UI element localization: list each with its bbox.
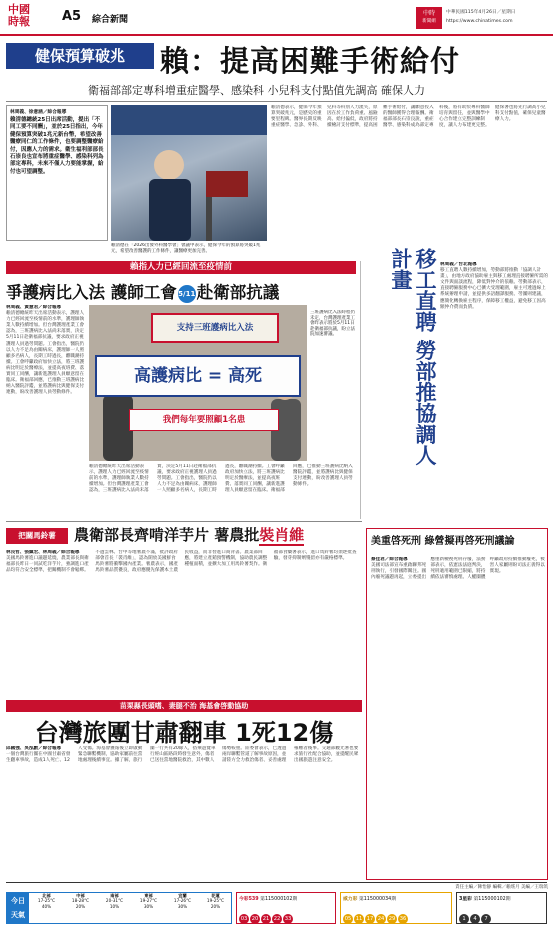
lead-subhead: 衛福部部定專科增重症醫學、感染科 小兒科支付點值先調高 確保人力	[88, 84, 425, 97]
city-name: 宜蘭	[178, 893, 187, 898]
lottery-title	[239, 895, 333, 902]
city-rain: 40%	[41, 903, 52, 909]
logo-line-1: 中國	[8, 3, 30, 16]
weather-label-2: 天氣	[11, 911, 25, 919]
page-number: A5	[62, 9, 82, 24]
lottery-ball: 21	[262, 916, 270, 922]
city-rain: 20%	[75, 903, 86, 909]
sidebar-deathpenalty-body	[371, 557, 545, 875]
lottery-ball: 05	[344, 916, 352, 922]
lottery-ball: 1	[459, 914, 469, 924]
story3-banner	[6, 528, 68, 544]
protest-sign-top	[151, 313, 279, 343]
newspaper-logo	[8, 4, 44, 32]
lottery-issue: 第115000102期	[260, 897, 298, 902]
city-temp: 19-25°C	[206, 898, 225, 904]
city-temp: 18-28°C	[71, 898, 90, 904]
story2-body-2-text: 賴清德總統昨天出席活動表示，護理人力已經回流至疫情前的水準，護理師執業人數持續增加。但台灣護理產業工會認為，三班護病比入法尚未落實，決定5月11日赴衛福部抗議，要求政府正視護理人員過勞問題。工會指出，醫院仍以人力不足為由關病床，護理師一人照顧多名病人，長期工時過長，離職潮持續。工會呼籲政府加快立法，將三班護病比明定於醫療法，並提高夜班費、落實同工同酬，讓新進護理人員願意留在臨床。衛福部回應，已推動三班護病比納入醫院評鑑，並將護病比與健保支付連動，盼改善護理人員勞動條件。	[89, 464, 353, 494]
protest-sign-top-text: 支持三班護病比入法	[176, 323, 254, 333]
issue-date: 中華民國115年4月26日／星期日	[446, 10, 516, 15]
lottery-ball: 11	[355, 916, 363, 922]
city-temp: 17-26°C	[173, 898, 192, 904]
weather-label	[7, 893, 29, 923]
photo-illustration	[111, 105, 267, 241]
city-temp: 17-25°C	[37, 898, 56, 904]
lottery-balls	[459, 905, 544, 924]
city-name: 中部	[76, 893, 85, 898]
lead-intro-box	[6, 105, 108, 241]
divider	[6, 101, 547, 102]
lead-byline: 林周義、徐意涵／綜合報導	[10, 110, 67, 115]
lottery-balls	[343, 905, 449, 924]
city-rain: 30%	[177, 903, 188, 909]
sidebar-migrant-body	[440, 262, 548, 517]
story4-byline: 邱國強、吳泓勳／綜合報導	[6, 746, 62, 751]
story3-body-text: 美國馬鈴薯進口議題延燒，農業部長與衛福部長昨日一同試吃洋芋片，強調進口產品均符合安全標準，把關機制不會鬆綁。不過雲林、台中等地薯農不滿，批評政府部會首長「裝肖維」，認為開放美國鮮食馬鈴薯將衝擊國內產業。薯農表示，國產馬鈴薯品質優良，政府應優先保護本土農民收益，而非替進口商背書。農業部回應，將建立產銷預警機制，協助農民調整種植面積，並擴大加工用馬鈴薯契作。衛福部食藥署表示，進口馬鈴薯均須逐批查驗，發芽抑制劑殘留亦有嚴格標準。	[6, 550, 357, 574]
lottery-box-1	[236, 892, 336, 924]
city-name: 花蓮	[211, 893, 220, 898]
weather-city	[30, 893, 63, 923]
lottery-name: 今彩539	[239, 897, 259, 902]
lottery-title	[459, 895, 544, 902]
lottery-issue: 第115000102期	[473, 897, 511, 902]
lottery-title	[343, 895, 449, 902]
story2-body-text: 賴清德總統昨天出席活動表示，護理人力已經回流至疫情前的水準，護理師執業人數持續增加。但台灣護理產業工會認為，三班護病比入法尚未落實，決定5月11日赴衛福部抗議，要求政府正視護理人員過勞問題。工會指出，醫院仍以人力不足為由關病床，護理師一人照顧多名病人，長期工時過長，離職潮持續。工會呼籲政府加快立法，將三班護病比明定於醫療法，並提高夜班費、落實同工同酬，讓新進護理人員願意留在臨床。衛福部回應，已推動三班護病比納入醫院評鑑，並將護病比與健保支付連動，盼改善護理人員勞動條件。	[6, 311, 85, 396]
weather-city	[166, 893, 199, 923]
lottery-name: 3星彩	[459, 897, 472, 902]
sidebar-deathpenalty-byline: 蔡佳君／綜合報導	[371, 557, 408, 562]
page-credits: 責任主編／陳怡靜 編輯／賴瑤月 美編／王瑞筑	[455, 885, 548, 890]
divider	[6, 521, 362, 522]
lottery-name: 威力彩	[343, 897, 358, 902]
city-rain: 20%	[210, 903, 221, 909]
city-name: 北部	[42, 893, 51, 898]
story2-headline	[6, 279, 358, 303]
lottery-ball: 36	[399, 916, 407, 922]
story2-byline: 林周義、黃慧君／綜合報導	[6, 305, 62, 310]
story4-banner-text: 苗栗縣長頭嗜、妻腿不治 海基會啓動協助	[119, 702, 249, 710]
story2-banner-text: 賴指人力已經回流至疫情前	[129, 262, 232, 272]
protest-sign-bottom-text: 我們每年要照顧1名患	[162, 415, 246, 425]
lottery-ball: 22	[273, 916, 281, 922]
city-name: 南部	[110, 893, 119, 898]
story4-headline: 台灣旅團甘肅翻車 1死12傷	[34, 719, 334, 747]
story3-headline-red: 裝肖維	[259, 526, 305, 544]
city-name: 東部	[144, 893, 153, 898]
story2-date-badge: 5/11	[178, 285, 196, 303]
brand-badge	[416, 7, 442, 29]
divider	[6, 882, 547, 883]
lead-headline: 賴：提高困難手術給付	[160, 44, 461, 78]
weather-city	[199, 893, 232, 923]
lottery-ball: 29	[388, 916, 396, 922]
lottery-ball: 33	[284, 916, 292, 922]
city-rain: 10%	[109, 903, 120, 909]
lottery-ball: 24	[377, 916, 385, 922]
lottery-box-3	[456, 892, 547, 924]
city-temp: 19-27°C	[139, 898, 158, 904]
lottery-balls	[239, 905, 333, 924]
story2-headline-pre: 爭護病比入法 護師工會	[6, 283, 177, 302]
masthead	[0, 0, 553, 36]
sidebar-deathpenalty-text: 美國司法部宣布重啟聯邦死刑執行，引發國際關注。國內廢死議題再起，立委提出應重新檢視死刑存廢，法務部表示，依憲法法庭判決，死刑適用範圍已限縮，將持續依法審慎處理。人權團體呼籲政府持續推動廢死，被害人家屬則盼司法正義得以實現。	[371, 557, 545, 581]
weather-city	[64, 893, 97, 923]
protest-sign-main	[95, 355, 301, 397]
lead-intro: 賴清德總統25日出席活動，提出「不同工要不同酬」，並於25日指出，今年健保預算突破1兆元新台幣，希望改善醫療同仁的工作條件，也要調整醫療給付，因應人力的需求。衛生福利部部長石崇良也宣布將重症醫學、感染科列為部定專科，未來不僅人力要能掌握，給付也可望調整。	[10, 117, 104, 175]
lead-kicker	[6, 43, 154, 69]
story2-body	[6, 305, 86, 517]
story2-photo	[89, 305, 307, 461]
sidebar-migrant-text: 移工直聘人數持續增加，勞動部將推動「協調人計畫」，由地方政府協助雇主與移工處理直接聘僱所需的文件與面談流程，降低對仲介的依賴。勞動部表示，直接聘僱服務中心已擴大受理範圍，雇主可透過線上系統辦理申請，並提供多語翻譯服務。勞團則建議，應簡化轉換雇主程序，保障移工權益，避免移工因高額仲介費而負債。	[440, 268, 548, 310]
sidebar-deathpenalty	[366, 528, 548, 880]
lead-body	[271, 105, 547, 255]
weather-box	[6, 892, 232, 924]
weather-city	[132, 893, 165, 923]
city-temp: 20-31°C	[105, 898, 124, 904]
lead-photo-caption: 賴清德在「2026出發外科醫學會」會議中表示，健保今年的預算將突破1兆元，希望改善醫護的工作條件，讓醫療更加完善。	[111, 243, 261, 254]
sidebar-migrant-byline: 林周義／台北報導	[440, 262, 477, 267]
protest-sign-main-text: 高護病比 = 高死	[133, 366, 263, 386]
lottery-ball: 03	[240, 916, 248, 922]
sidebar-deathpenalty-headline: 美重啓死刑 綠營擬再啓死刑議論	[371, 536, 515, 547]
lead-photo	[111, 105, 267, 241]
weather-city	[98, 893, 131, 923]
logo-line-2: 時報	[8, 15, 30, 28]
city-rain: 30%	[143, 903, 154, 909]
story4-body-text: 一個台灣旅行團在中國甘肅省發生翻車事故，造成1人死亡、12人受傷。海基會獲報後立即啟動緊急聯繫機制，協助家屬前往當地處理後續事宜。據了解，旅行團一行共有20餘人，搭乘遊覽車行經山區路段時發生意外，傷者已送往當地醫院救治，其中數人傷勢較重。陸委會表示，已透過兩岸聯繫管道了解事故原因，並請陸方全力救治傷者、妥善處理罹難者後事。交通部觀光署也要求旅行社配合協助，並提醒民眾出國旅遊注意安全。	[6, 746, 359, 764]
story3-byline: 林良哲、張鎮宏、林周義／綜合報導	[6, 550, 80, 555]
brand-badge-line-2: 新聞網	[422, 19, 436, 24]
story2-banner	[6, 261, 356, 274]
weather-label-1: 今日	[11, 897, 25, 905]
lottery-issue: 第115000034期	[358, 897, 396, 902]
story4-banner	[6, 700, 362, 712]
story2-body-2	[89, 464, 357, 518]
story3-body	[6, 550, 358, 696]
weather-cities	[30, 893, 232, 923]
lottery-box-2	[340, 892, 452, 924]
sidebar-migrant-headline-text: 移工直聘 勞部推協調人計畫	[389, 248, 437, 466]
lead-kicker-text: 健保預算破兆	[34, 47, 125, 65]
lottery-ball: 4	[470, 914, 480, 924]
story3-headline	[74, 524, 360, 545]
divider	[360, 261, 361, 519]
lottery-ball: 7	[481, 914, 491, 924]
story4-body	[6, 746, 362, 880]
story2-caption: 三班護病比入法時程仍未定，台灣護理產業工會昨表示將於5月11日赴衛福部抗議，盼立法院加速審議。	[310, 310, 355, 338]
story3-banner-text: 把關馬鈴薯	[18, 531, 56, 540]
story3-headline-pre: 農衛部長齊啃洋芋片 薯農批	[74, 526, 260, 544]
sidebar-migrant-headline	[367, 248, 437, 484]
section-name: 綜合新聞	[92, 15, 129, 25]
lottery-ball: 17	[366, 916, 374, 922]
lottery-ball: 20	[251, 916, 259, 922]
protest-sign-bottom	[129, 409, 279, 431]
site-url: https://www.chinatimes.com	[446, 19, 513, 24]
lead-body-text: 賴清德表示，健保今年預算突破兆元，是歷史的重要里程碑。醫界長期反映重症醫學、急診、外科、兒科等科別人力流失，原因在於工作負荷重、風險高、給付偏低，政府將持續檢討支付標準，提高困難手術給付，讓願意投入的醫師獲得合理報酬。衛福部部長石崇良說，重症醫學、感染科成為部定專科後，將有助於專科醫師培育與留任，並與醫學中心合作建立完整訓練制度，讓人力布建更完整。健保署也將先行調高小兒科支付點值，確保兒童醫療人力。	[271, 105, 546, 129]
story2-headline-post: 赴衛部抗議	[196, 283, 280, 302]
brand-badge-line-1: 中時	[422, 10, 435, 17]
